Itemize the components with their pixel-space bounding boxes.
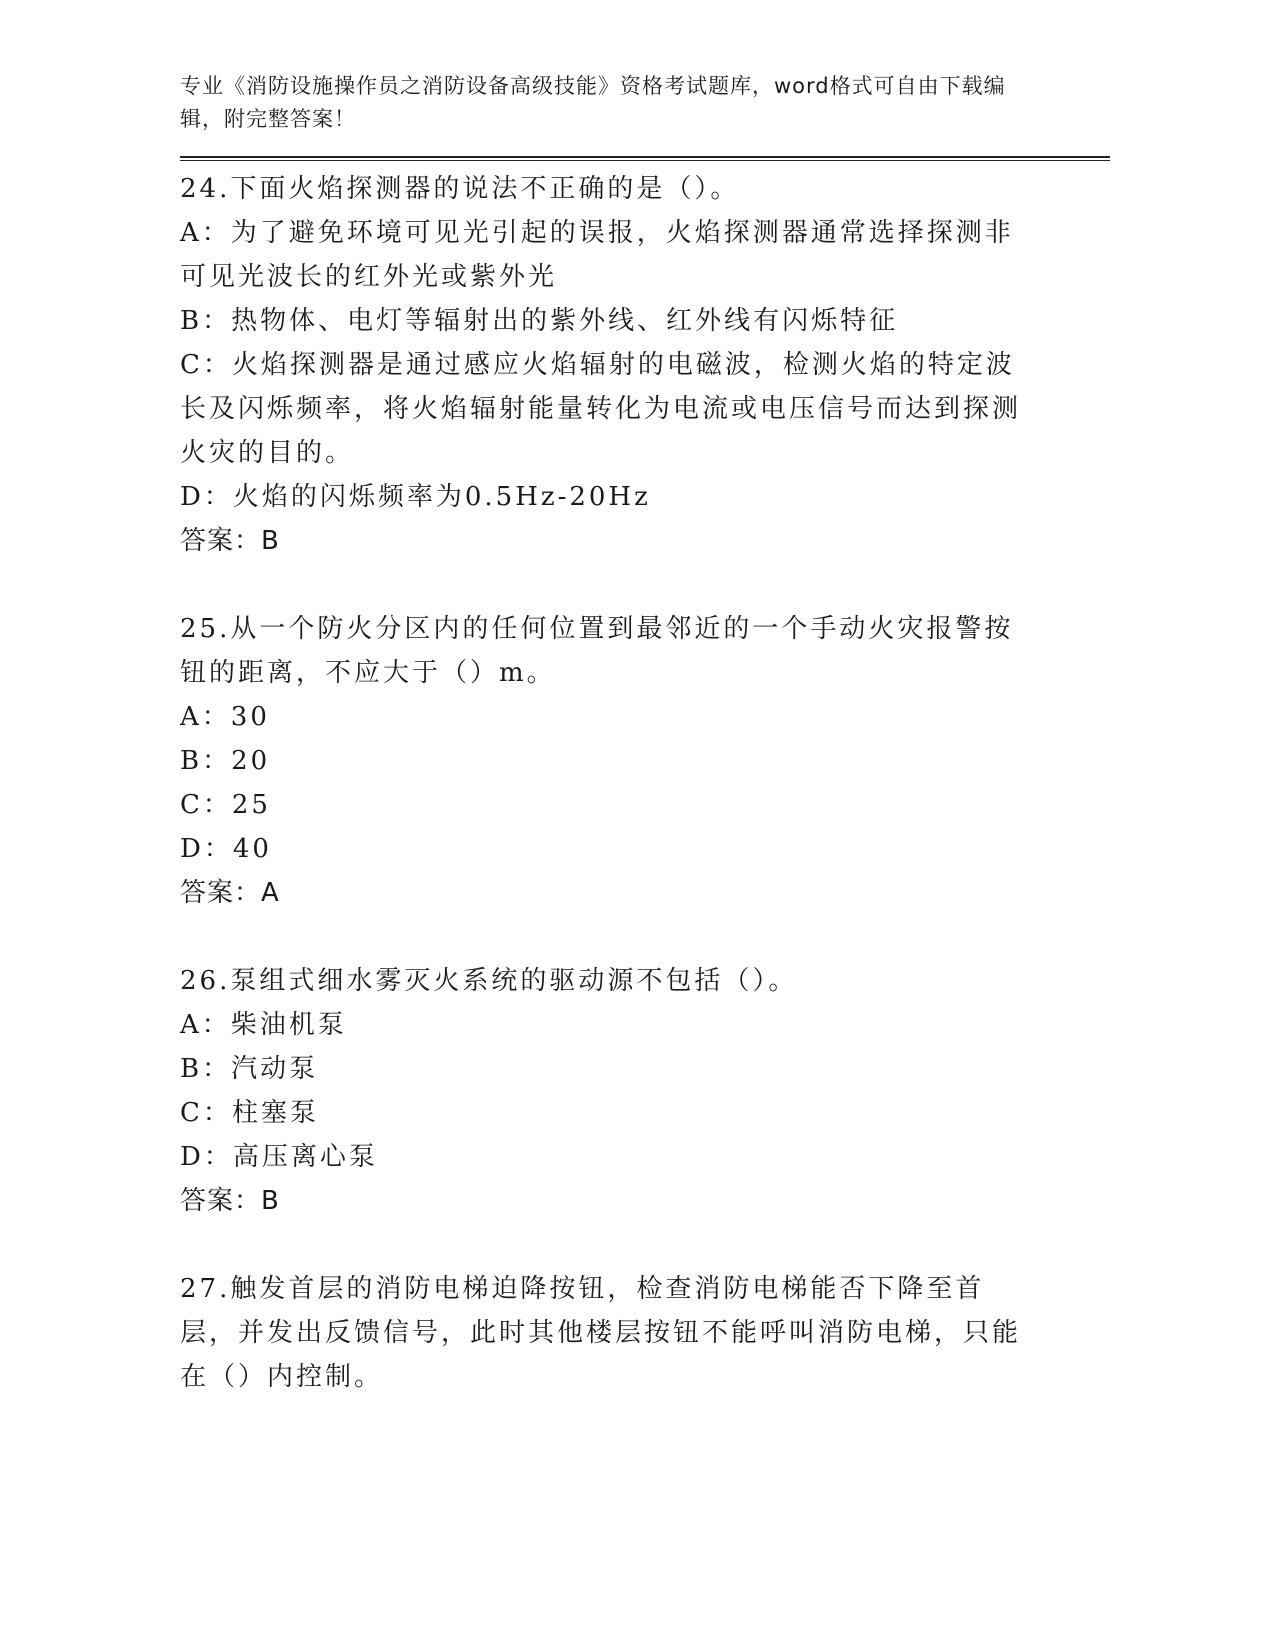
option-b: B：汽动泵 bbox=[180, 1054, 319, 1084]
answer: 答案：A bbox=[180, 878, 280, 908]
question-stem: 26.泵组式细水雾灭火系统的驱动源不包括（）。 bbox=[180, 966, 798, 996]
document-header: 专业《消防设施操作员之消防设备高级技能》资格考试题库，word格式可自由下载编辑，附完整答案！ bbox=[180, 74, 1006, 131]
question-24 bbox=[180, 167, 1110, 563]
option-c: C：柱塞泵 bbox=[180, 1098, 319, 1128]
option-a: A：为了避免环境可见光引起的误报，火焰探测器通常选择探测非可见光波长的红外光或紫外光 bbox=[180, 218, 1014, 292]
answer: 答案：B bbox=[180, 1186, 280, 1216]
option-b: B：热物体、电灯等辐射出的紫外线、红外线有闪烁特征 bbox=[180, 306, 899, 336]
header-divider bbox=[180, 156, 1110, 161]
question-stem: 27.触发首层的消防电梯迫降按钮，检查消防电梯能否下降至首层，并发出反馈信号，此时其他楼层按钮不能呼叫消防电梯，只能在（）内控制。 bbox=[180, 1274, 1022, 1392]
option-c: C：25 bbox=[180, 790, 271, 820]
option-b: B：20 bbox=[180, 746, 271, 776]
answer: 答案：B bbox=[180, 526, 280, 556]
option-c: C：火焰探测器是通过感应火焰辐射的电磁波，检测火焰的特定波长及闪烁频率，将火焰辐射能量转化为电流或电压信号而达到探测火灾的目的。 bbox=[180, 350, 1022, 468]
document-page bbox=[180, 70, 1110, 1443]
option-d: D：40 bbox=[180, 834, 272, 864]
question-stem: 24.下面火焰探测器的说法不正确的是（）。 bbox=[180, 174, 740, 204]
question-26 bbox=[180, 959, 1110, 1223]
option-a: A：30 bbox=[180, 702, 270, 732]
option-d: D：高压离心泵 bbox=[180, 1142, 378, 1172]
option-d: D：火焰的闪烁频率为0.5Hz-20Hz bbox=[180, 482, 651, 512]
question-27 bbox=[180, 1267, 1110, 1399]
option-a: A：柴油机泵 bbox=[180, 1010, 347, 1040]
question-stem: 25.从一个防火分区内的任何位置到最邻近的一个手动火灾报警按钮的距离，不应大于（）m。 bbox=[180, 614, 1014, 688]
question-25 bbox=[180, 607, 1110, 915]
